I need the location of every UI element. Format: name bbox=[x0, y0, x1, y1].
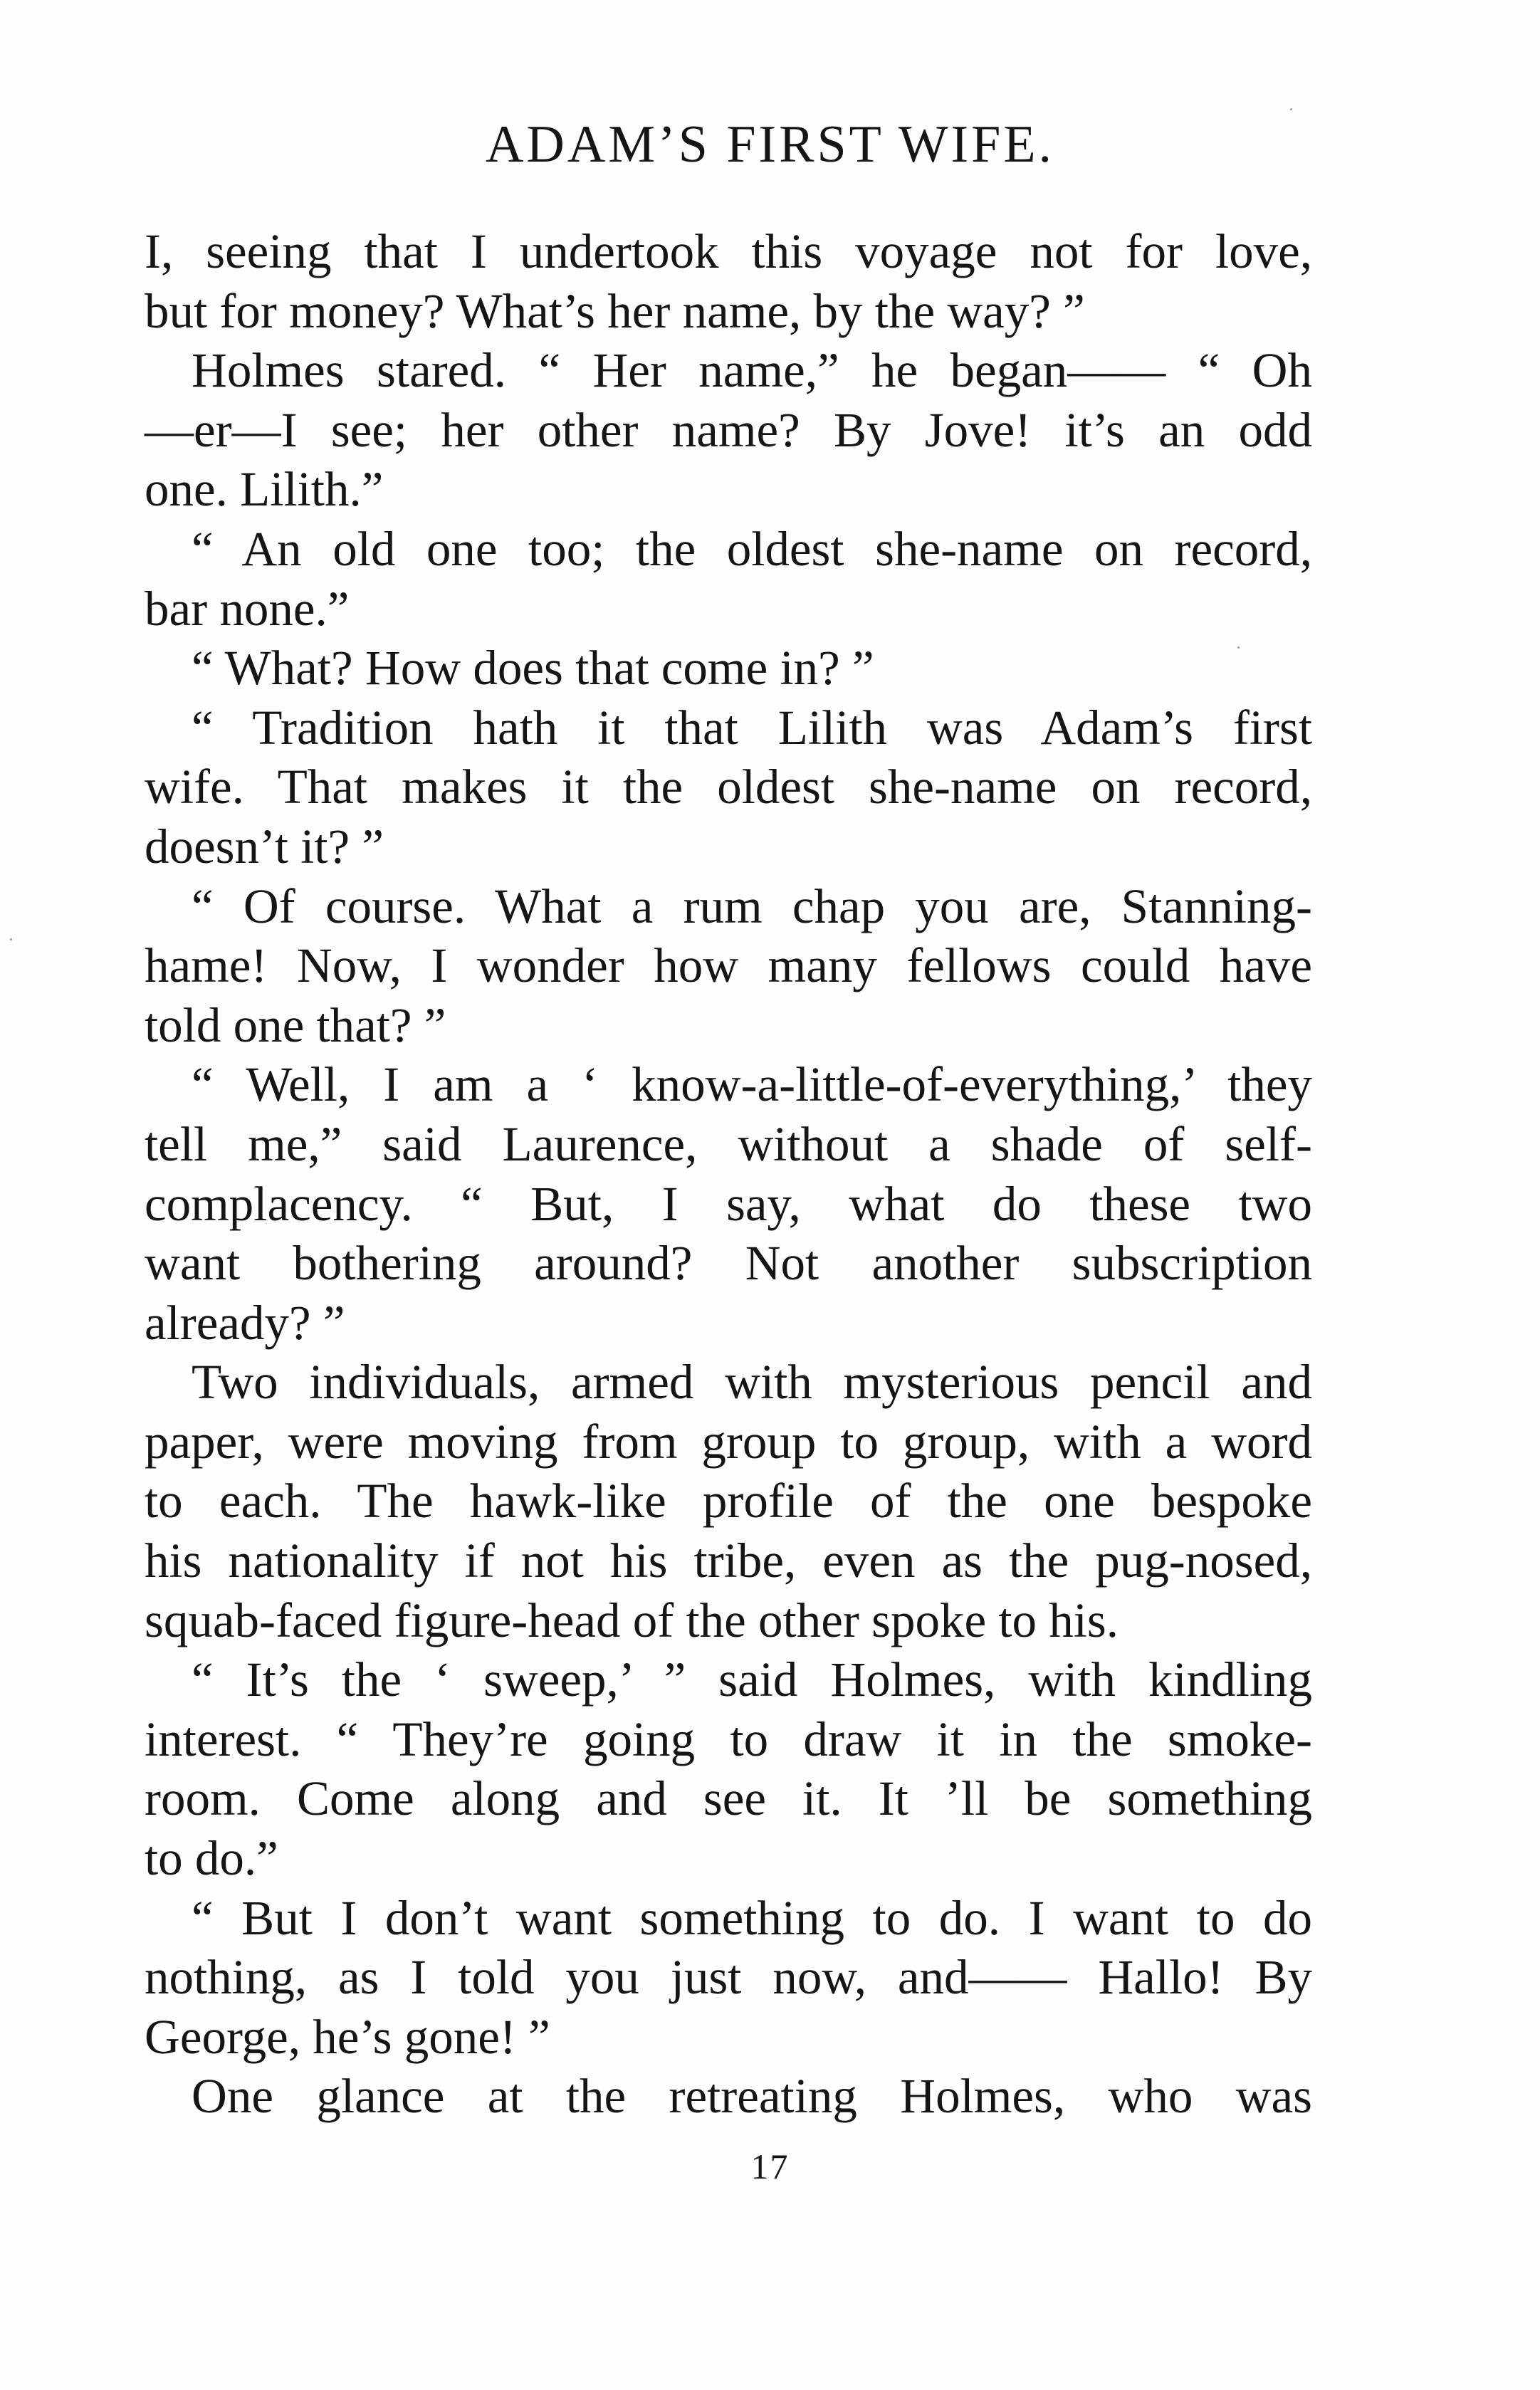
body-text bbox=[145, 222, 1312, 2127]
text-line: One glance at the retreating Holmes, who was bbox=[192, 2069, 1312, 2124]
page-number: 17 bbox=[750, 2147, 790, 2186]
text-line: one. Lilith.” bbox=[145, 462, 384, 517]
text-line: to each. The hawk-like profile of the one bespoke bbox=[145, 1474, 1312, 1529]
text-line: “ Well, I am a ‘ know-a-little-of-everything,’ they bbox=[192, 1057, 1312, 1112]
text-line: complacency. “ But, I say, what do these two bbox=[145, 1176, 1312, 1231]
text-line: doesn’t it? ” bbox=[145, 819, 384, 874]
text-line: Two individuals, armed with mysterious pencil and bbox=[192, 1355, 1312, 1410]
text-line: squab-faced figure-head of the other spoke to his. bbox=[145, 1593, 1119, 1647]
paper-speck bbox=[1290, 108, 1292, 110]
text-line: his nationality if not his tribe, even as the pug-nosed, bbox=[145, 1534, 1312, 1588]
paper-speck bbox=[10, 938, 12, 940]
text-line: “ What? How does that come in? ” bbox=[192, 641, 874, 696]
text-line: I, seeing that I undertook this voyage not for love, bbox=[145, 224, 1312, 278]
paper-speck bbox=[1237, 646, 1240, 649]
text-line: interest. “ They’re going to draw it in the smoke- bbox=[145, 1712, 1312, 1766]
text-line: told one that? ” bbox=[145, 997, 446, 1052]
text-line: “ It’s the ‘ sweep,’ ” said Holmes, with kindling bbox=[192, 1652, 1312, 1707]
text-line: “ An old one too; the oldest she-name on record, bbox=[192, 521, 1312, 576]
text-line: already? ” bbox=[145, 1295, 345, 1350]
text-line: wife. That makes it the oldest she-name on record, bbox=[145, 760, 1312, 814]
text-line: room. Come along and see it. It ’ll be something bbox=[145, 1771, 1312, 1826]
text-line: tell me,” said Laurence, without a shade of self- bbox=[145, 1116, 1312, 1171]
text-line: “ Of course. What a rum chap you are, Stanning- bbox=[192, 879, 1312, 933]
text-line: to do.” bbox=[145, 1831, 278, 1886]
running-head: ADAM’S FIRST WIFE. bbox=[485, 115, 1055, 174]
text-line: paper, were moving from group to group, with a word bbox=[145, 1414, 1312, 1469]
text-line: “ But I don’t want something to do. I want to do bbox=[192, 1890, 1312, 1945]
text-line: —er—I see; her other name? By Jove! it’s an odd bbox=[145, 402, 1312, 457]
text-line: but for money? What’s her name, by the way? ” bbox=[145, 283, 1085, 338]
text-line: George, he’s gone! ” bbox=[145, 2009, 550, 2064]
text-line: “ Tradition hath it that Lilith was Adam’s first bbox=[192, 700, 1312, 755]
text-line: bar none.” bbox=[145, 581, 350, 636]
text-line: nothing, as I told you just now, and—— Hallo! By bbox=[145, 1950, 1312, 2005]
text-line: Holmes stared. “ Her name,” he began—— “ Oh bbox=[192, 343, 1312, 398]
text-line: want bothering around? Not another subscription bbox=[145, 1236, 1312, 1291]
text-line: hame! Now, I wonder how many fellows could have bbox=[145, 938, 1312, 993]
